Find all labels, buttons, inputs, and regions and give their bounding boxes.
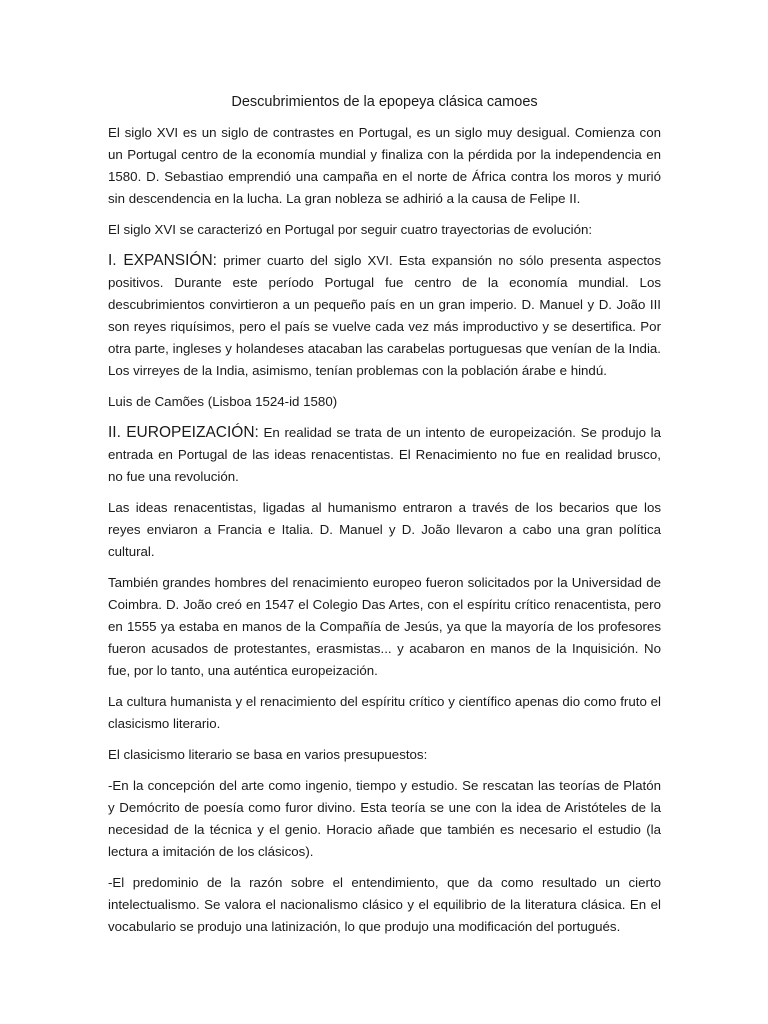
section-heading-expansion: I. EXPANSIÓN: [108, 252, 217, 269]
paragraph-text: -El predominio de la razón sobre el entendimiento, que da como resultado un cierto intelectualismo. Se valora el nacionalismo clásico y el equilibrio de la literatura clásica. En el vocabulario se produjo una latinización, lo que produjo una modificación del portugués. [108, 875, 661, 934]
paragraph-text: También grandes hombres del renacimiento europeo fueron solicitados por la Universidad de Coimbra. D. João creó en 1547 el Colegio Das Artes, con el espíritu crítico renacentista, pero en 1555 ya estaba en manos de la Compañía de Jesús, ya que la mayoría de los profesores fueron acusados de protestantes, erasmistas... y acabaron en manos de la Inquisición. No fue, por lo tanto, una auténtica europeización. [108, 575, 661, 678]
paragraph-text: Luis de Camões (Lisboa 1524-id 1580) [108, 394, 338, 409]
document-title: Descubrimientos de la epopeya clásica camoes [231, 94, 538, 110]
paragraph-camoes [108, 391, 661, 413]
paragraph-text: Las ideas renacentistas, ligadas al humanismo entraron a través de los becarios que los reyes enviaron a Francia e Italia. D. Manuel y D. João llevaron a cabo una gran política cultural. [108, 500, 661, 559]
paragraph-text: En realidad se trata de un intento de europeización. Se produjo la entrada en Portugal de las ideas renacentistas. El Renacimiento no fue en realidad brusco, no fue una revolución. [108, 425, 661, 484]
paragraph-trajectories [108, 219, 661, 241]
paragraph-razon [108, 872, 661, 938]
paragraph-clasicismo [108, 744, 661, 766]
section-heading-europeizacion: II. EUROPEIZACIÓN: [108, 424, 259, 441]
paragraph-text: El clasicismo literario se basa en varios presupuestos: [108, 747, 428, 762]
paragraph-expansion [108, 250, 661, 382]
paragraph-ideas [108, 497, 661, 563]
paragraph-arte [108, 775, 661, 863]
paragraph-europeizacion [108, 422, 661, 488]
paragraph-text: primer cuarto del siglo XVI. Esta expansión no sólo presenta aspectos positivos. Durante este período Portugal fue centro de la economía mundial. Los descubrimientos convirtieron a un pequeño país en un gran imperio. D. Manuel y D. João III son reyes riquísimos, pero el país se vuelve cada vez más improductivo y se desertifica. Por otra parte, ingleses y holandeses atacaban las carabelas portuguesas que venían de la India. Los virreyes de la India, asimismo, tenían problemas con la población árabe e hindú. [108, 253, 661, 378]
paragraph-text: La cultura humanista y el renacimiento del espíritu crítico y científico apenas dio como fruto el clasicismo literario. [108, 694, 661, 731]
paragraph-intro [108, 122, 661, 210]
paragraph-cultura [108, 691, 661, 735]
paragraph-text: El siglo XVI es un siglo de contrastes en Portugal, es un siglo muy desigual. Comienza con un Portugal centro de la economía mundial y finaliza con la pérdida por la independencia en 1580. D. Sebastiao emprendió una campaña en el norte de África contra los moros y murió sin descendencia en la lucha. La gran nobleza se adhirió a la causa de Felipe II. [108, 125, 661, 206]
paragraph-coimbra [108, 572, 661, 682]
paragraph-text: El siglo XVI se caracterizó en Portugal por seguir cuatro trayectorias de evolución: [108, 222, 593, 237]
paragraph-text: -En la concepción del arte como ingenio, tiempo y estudio. Se rescatan las teorías de Platón y Demócrito de poesía como furor divino. Esta teoría se une con la idea de Aristóteles de la necesidad de la técnica y el genio. Horacio añade que también es necesario el estudio (la lectura a imitación de los clásicos). [108, 778, 661, 859]
document-page [108, 91, 661, 947]
